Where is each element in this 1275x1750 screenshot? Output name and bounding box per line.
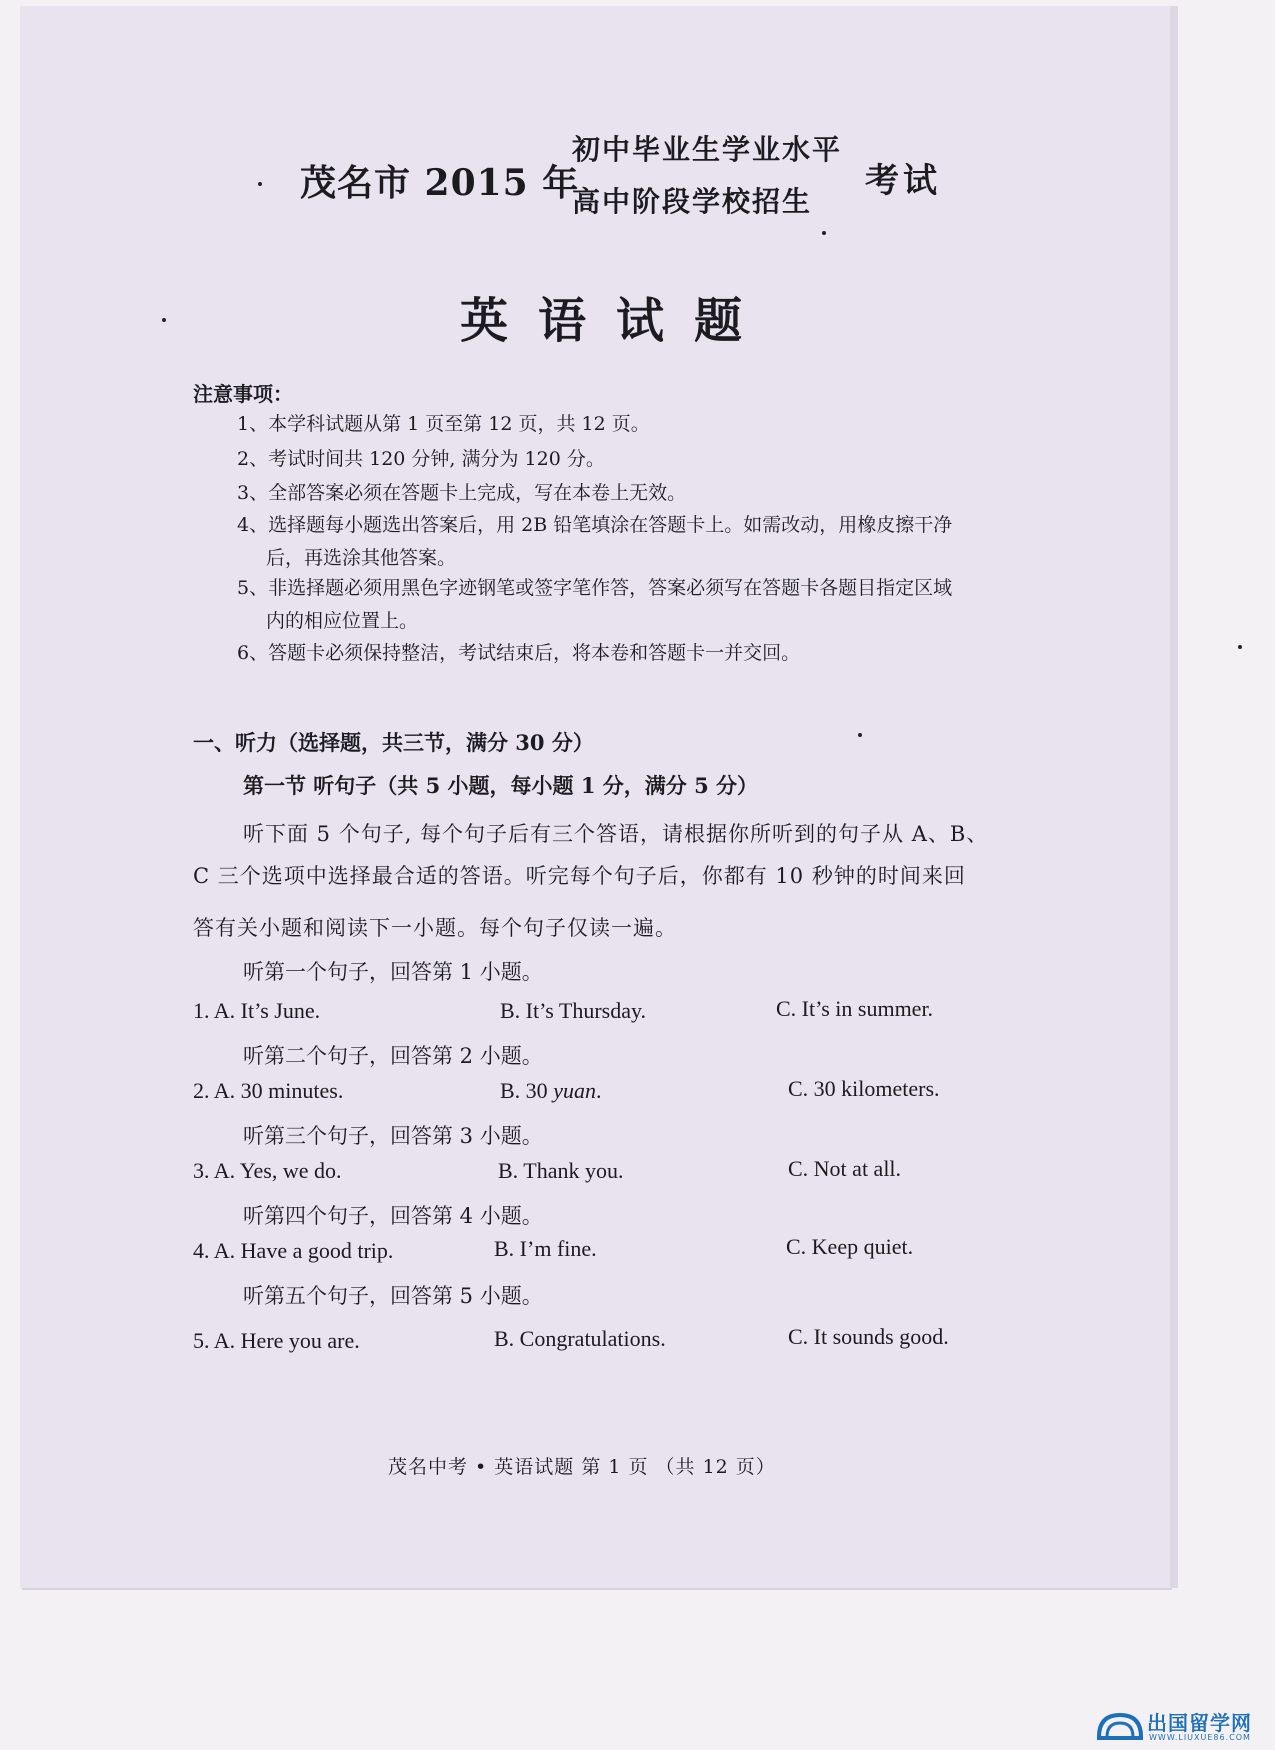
- page-edge: [1170, 6, 1178, 1588]
- note-item: 3、全部答案必须在答题卡上完成，写在本卷上无效。: [237, 482, 687, 504]
- option-c: C. 30 kilometers.: [788, 1076, 940, 1101]
- exam-city-year: 茂名市 2015 年: [300, 162, 580, 204]
- option-c: C. It sounds good.: [788, 1324, 949, 1349]
- note-item: 2、考试时间共 120 分钟, 满分为 120 分。: [237, 448, 605, 470]
- question-instruction: 听第五个句子，回答第 5 小题。: [243, 1284, 543, 1308]
- section-heading: 一、听力（选择题，共三节，满分 30 分）: [193, 730, 594, 755]
- question-instruction: 听第二个句子，回答第 2 小题。: [243, 1044, 543, 1068]
- option-b: B. Congratulations.: [494, 1326, 666, 1351]
- option-b: B. 30 yuan.: [500, 1078, 602, 1103]
- question-instruction: 听第四个句子，回答第 4 小题。: [243, 1204, 543, 1228]
- option-a: 4. A. Have a good trip.: [193, 1238, 394, 1263]
- site-watermark: [1095, 1707, 1275, 1747]
- question-instruction: 听第一个句子，回答第 1 小题。: [243, 960, 543, 984]
- note-item: 4、选择题每小题选出答案后，用 2B 铅笔填涂在答题卡上。如需改动，用橡皮擦干净: [237, 514, 953, 536]
- note-item: 5、非选择题必须用黑色字迹钢笔或签字笔作答，答案必须写在答题卡各题目指定区域: [237, 577, 953, 599]
- page-footer: 茂名中考 • 英语试题 第 1 页 （共 12 页）: [388, 1456, 776, 1478]
- notes-heading: 注意事项：: [193, 382, 293, 406]
- option-a: 5. A. Here you are.: [193, 1328, 360, 1353]
- option-b: B. It’s Thursday.: [500, 998, 647, 1023]
- part-heading: 第一节 听句子（共 5 小题，每小题 1 分，满分 5 分）: [243, 773, 759, 798]
- subject-title: 英语试题: [460, 293, 773, 349]
- directions-line: 答有关小题和阅读下一小题。每个句子仅读一遍。: [193, 916, 677, 940]
- watermark-arch-icon: [1095, 1709, 1145, 1741]
- note-item-continued: 后，再选涂其他答案。: [266, 547, 457, 569]
- question-instruction: 听第三个句子，回答第 3 小题。: [243, 1124, 543, 1148]
- exam-type-line-2: 高中阶段学校招生: [572, 185, 813, 218]
- watermark-name: 出国留学网: [1147, 1711, 1252, 1735]
- scan-speck: [1238, 645, 1242, 649]
- option-a: 2. A. 30 minutes.: [193, 1078, 344, 1103]
- option-b: B. Thank you.: [498, 1158, 624, 1183]
- note-item-continued: 内的相应位置上。: [266, 610, 419, 632]
- exam-suffix: 考试: [865, 161, 941, 201]
- watermark-url: WWW.LIUXUE86.COM: [1149, 1733, 1251, 1742]
- option-c: C. Keep quiet.: [786, 1234, 914, 1259]
- option-a: 1. A. It’s June.: [193, 998, 321, 1023]
- scan-speck: [162, 318, 166, 322]
- scan-speck: [258, 182, 262, 186]
- note-item: 1、本学科试题从第 1 页至第 12 页，共 12 页。: [237, 413, 650, 435]
- scan-speck: [858, 733, 862, 737]
- option-c: C. Not at all.: [788, 1156, 902, 1181]
- scan-speck: [822, 231, 826, 235]
- directions-line: 听下面 5 个句子, 每个句子后有三个答语，请根据你所听到的句子从 A、B、: [243, 822, 989, 846]
- exam-type-line-1: 初中毕业生学业水平: [572, 133, 843, 166]
- option-a: 3. A. Yes, we do.: [193, 1158, 342, 1183]
- option-c: C. It’s in summer.: [776, 996, 934, 1021]
- option-b: B. I’m fine.: [494, 1236, 597, 1261]
- directions-line: C 三个选项中选择最合适的答语。听完每个句子后，你都有 10 秒钟的时间来回: [193, 864, 966, 888]
- note-item: 6、答题卡必须保持整洁，考试结束后，将本卷和答题卡一并交回。: [237, 642, 801, 664]
